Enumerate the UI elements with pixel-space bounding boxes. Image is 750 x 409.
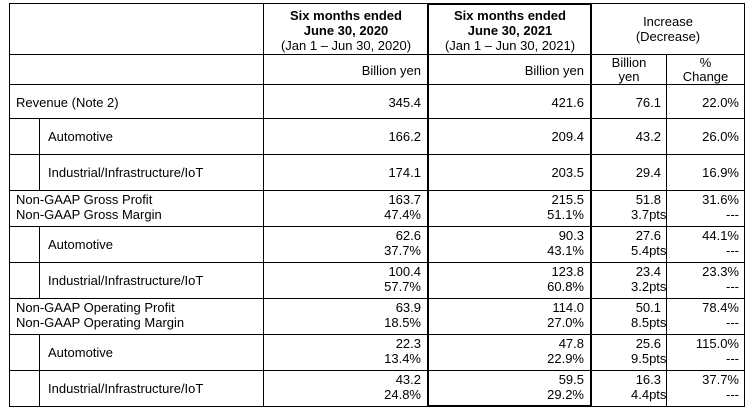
op-auto-pct: 115.0% bbox=[695, 336, 739, 351]
rule-left bbox=[9, 3, 10, 407]
rule-op-auto-bottom bbox=[9, 370, 745, 371]
om-auto-2021: 22.9% bbox=[547, 351, 584, 366]
row-label-operating-profit: Non-GAAP Operating Profit bbox=[16, 300, 175, 315]
row-label-revenue-automotive: Automotive bbox=[48, 129, 114, 144]
gm-iot-diff: 3.2pts bbox=[631, 279, 667, 294]
header-change-line2: (Decrease) bbox=[635, 29, 701, 44]
gm-diff: 3.7pts bbox=[631, 207, 667, 222]
row-label-gross-profit: Non-GAAP Gross Profit bbox=[16, 192, 153, 207]
om-iot-2021: 29.2% bbox=[547, 387, 584, 402]
op-2020: 63.9 bbox=[395, 300, 421, 315]
gm-auto-2021: 43.1% bbox=[547, 243, 584, 258]
om-auto-diff: 9.5pts bbox=[631, 351, 667, 366]
gp-iot-2021: 123.8 bbox=[551, 264, 584, 279]
row-label-gp-automotive: Automotive bbox=[48, 237, 114, 252]
rev-iot-pct: 16.9% bbox=[702, 165, 739, 180]
rule-bottom bbox=[9, 406, 745, 407]
revenue-pct: 22.0% bbox=[702, 95, 739, 110]
om-diff: 8.5pts bbox=[631, 315, 667, 330]
gm-iot-2020: 57.7% bbox=[384, 279, 421, 294]
gm-iot-2021: 60.8% bbox=[547, 279, 584, 294]
units-2021: Billion yen bbox=[524, 63, 584, 78]
header-2020-line3: (Jan 1 – Jun 30, 2020) bbox=[280, 38, 412, 53]
rev-auto-pct: 26.0% bbox=[702, 129, 739, 144]
header-2020-line1: Six months ended bbox=[290, 8, 402, 23]
om-auto-pct: --- bbox=[726, 351, 739, 366]
rev-iot-2021: 203.5 bbox=[551, 165, 584, 180]
rule-gp-bottom bbox=[9, 226, 745, 227]
rev-auto-diff: 43.2 bbox=[635, 129, 661, 144]
rev-auto-2020: 166.2 bbox=[388, 129, 421, 144]
gp-iot-pct: 23.3% bbox=[702, 264, 739, 279]
om-2020: 18.5% bbox=[384, 315, 421, 330]
rule-units-bottom bbox=[9, 84, 745, 85]
op-iot-2021: 59.5 bbox=[558, 372, 584, 387]
rule-rev-iot-bottom bbox=[9, 190, 745, 191]
gp-pct: 31.6% bbox=[702, 192, 739, 207]
gp-auto-2020: 62.6 bbox=[395, 228, 421, 243]
header-change-line1: Increase bbox=[643, 14, 693, 29]
gm-iot-pct: --- bbox=[726, 279, 739, 294]
rev-iot-diff: 29.4 bbox=[635, 165, 661, 180]
row-label-gross-margin: Non-GAAP Gross Margin bbox=[16, 207, 162, 222]
rule-indent-op bbox=[39, 334, 40, 406]
gm-2020: 47.4% bbox=[384, 207, 421, 222]
om-iot-pct: --- bbox=[726, 387, 739, 402]
header-2021-line2: June 30, 2021 bbox=[467, 23, 553, 38]
gp-2020: 163.7 bbox=[388, 192, 421, 207]
om-pct: --- bbox=[726, 315, 739, 330]
rule-gp-iot-bottom bbox=[9, 298, 745, 299]
rule-right bbox=[744, 3, 745, 407]
op-iot-pct: 37.7% bbox=[702, 372, 739, 387]
gp-iot-2020: 100.4 bbox=[388, 264, 421, 279]
row-label-gp-iot: Industrial/Infrastructure/IoT bbox=[48, 273, 204, 288]
gp-auto-pct: 44.1% bbox=[702, 228, 739, 243]
rule-revenue-bottom bbox=[9, 118, 745, 119]
op-auto-2020: 22.3 bbox=[395, 336, 421, 351]
revenue-diff: 76.1 bbox=[635, 95, 661, 110]
rule-gp-auto-bottom bbox=[9, 262, 745, 263]
units-pct-line2: Change bbox=[682, 69, 729, 84]
revenue-2020: 345.4 bbox=[388, 95, 421, 110]
gp-diff: 51.8 bbox=[635, 192, 661, 207]
gp-auto-2021: 90.3 bbox=[558, 228, 584, 243]
rule-op-bottom bbox=[9, 334, 745, 335]
revenue-2021: 421.6 bbox=[551, 95, 584, 110]
op-pct: 78.4% bbox=[702, 300, 739, 315]
gm-pct: --- bbox=[726, 207, 739, 222]
gm-2021: 51.1% bbox=[547, 207, 584, 222]
header-2021-line3: (Jan 1 – Jun 30, 2021) bbox=[444, 38, 576, 53]
rule-top bbox=[9, 3, 745, 4]
om-auto-2020: 13.4% bbox=[384, 351, 421, 366]
gp-iot-diff: 23.4 bbox=[635, 264, 661, 279]
gm-auto-2020: 37.7% bbox=[384, 243, 421, 258]
units-2020: Billion yen bbox=[361, 63, 421, 78]
om-2021: 27.0% bbox=[547, 315, 584, 330]
row-label-operating-margin: Non-GAAP Operating Margin bbox=[16, 315, 185, 330]
op-auto-2021: 47.8 bbox=[558, 336, 584, 351]
units-diff-line1: Billion bbox=[611, 55, 647, 70]
row-label-revenue-iot: Industrial/Infrastructure/IoT bbox=[48, 165, 204, 180]
header-2021-line1: Six months ended bbox=[454, 8, 566, 23]
op-auto-diff: 25.6 bbox=[635, 336, 661, 351]
op-iot-2020: 43.2 bbox=[395, 372, 421, 387]
op-2021: 114.0 bbox=[552, 300, 584, 315]
rule-rev-auto-bottom bbox=[9, 154, 745, 155]
gm-auto-diff: 5.4pts bbox=[631, 243, 667, 258]
rule-indent-rev bbox=[39, 118, 40, 190]
gm-auto-pct: --- bbox=[726, 243, 739, 258]
row-label-op-automotive: Automotive bbox=[48, 345, 114, 360]
header-2020-line2: June 30, 2020 bbox=[303, 23, 389, 38]
row-label-op-iot: Industrial/Infrastructure/IoT bbox=[48, 381, 204, 396]
row-label-revenue: Revenue (Note 2) bbox=[16, 95, 119, 110]
units-diff-line2: yen bbox=[618, 69, 640, 84]
rev-auto-2021: 209.4 bbox=[551, 129, 584, 144]
op-iot-diff: 16.3 bbox=[635, 372, 661, 387]
units-pct-line1: % bbox=[699, 55, 712, 70]
om-iot-diff: 4.4pts bbox=[631, 387, 667, 402]
om-iot-2020: 24.8% bbox=[384, 387, 421, 402]
gp-2021: 215.5 bbox=[551, 192, 584, 207]
rev-iot-2020: 174.1 bbox=[388, 165, 421, 180]
financial-results-table bbox=[9, 3, 745, 407]
gp-auto-diff: 27.6 bbox=[635, 228, 661, 243]
rule-indent-gp bbox=[39, 226, 40, 298]
op-diff: 50.1 bbox=[635, 300, 661, 315]
